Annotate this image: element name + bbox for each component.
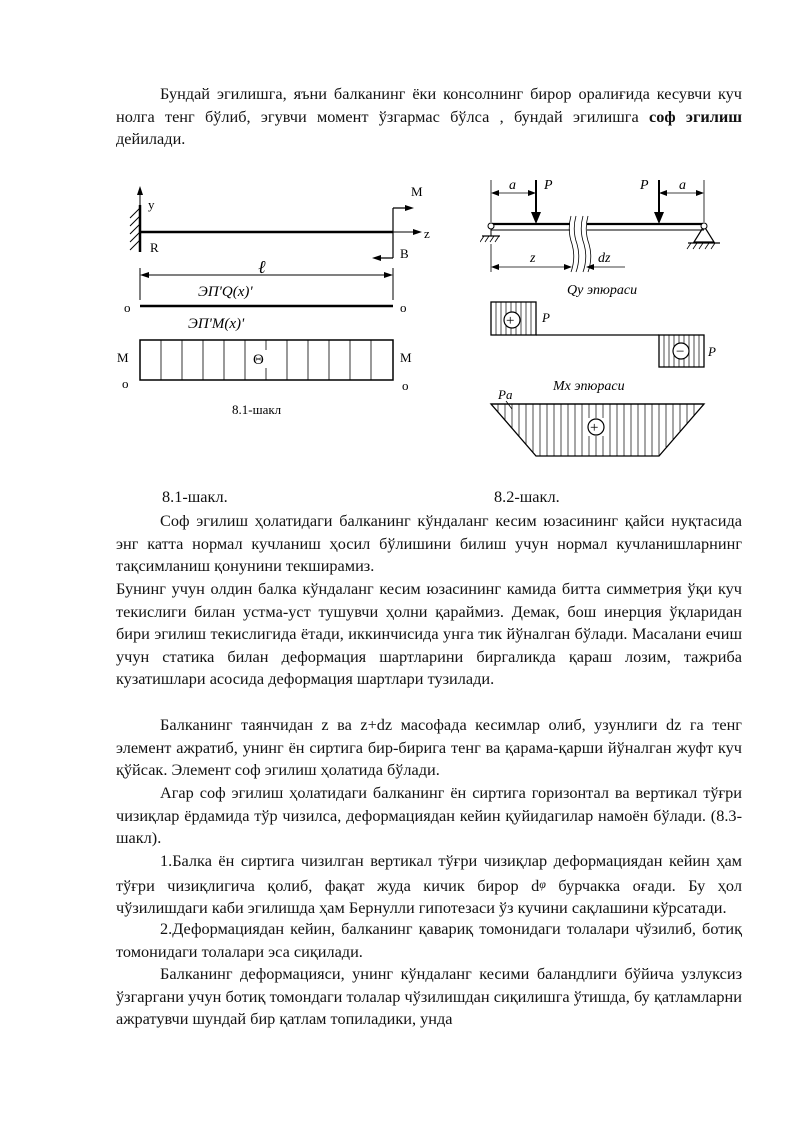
paragraph-text: дейилади.	[116, 129, 186, 149]
fig2-label-a-left: a	[509, 178, 516, 193]
paragraph-3: Бунинг учун олдин балка кўндаланг кесим юзасининг камида битта симметрия ўқи куч текислиги билан устма-уст тушувчи ҳолни қараймиз. Демак, бош инерция ўқларидан бири эгилиш текислигида ётади, иккинчисида унга тик йўналган бўлади. Масалани ечиш учун статика билан деформация шартларини биргаликда қараш лозим, тажриба кузатишлари асосида деформация шартлари тузилади.	[116, 579, 742, 689]
paragraph-text: Бундай эгилишга, яъни балканинг ёки консолнинг бирор оралиғида кесувчи куч нолга тенг бўлиб, эгувчи момент ўзгармас бўлса , бундай эгилишга	[116, 84, 742, 126]
fig1-label-o-left: o	[124, 300, 131, 315]
fig2-minus-Q: −	[676, 344, 685, 360]
paragraph-7: 2.Деформациядан кейин, балканинг қавариқ томонидаги толалари чўзилиб, ботиқ томонидаги толалари эса сиқилади.	[116, 919, 742, 961]
fig2-plus-M: +	[590, 420, 599, 436]
fig2-plus-Q: +	[506, 313, 515, 329]
fig1-label-z: z	[424, 226, 430, 241]
fig1-label-o-bottom-right: o	[402, 378, 409, 393]
paragraph-1	[116, 83, 742, 151]
fig1-label-M-top: M	[411, 184, 423, 199]
fig1-label-o-right: o	[400, 300, 407, 315]
fig1-label-o-bottom-left: o	[122, 376, 129, 391]
fig2-label-P-right: P	[640, 178, 649, 193]
fig1-label-M-bottom-left: M	[117, 350, 129, 365]
fig1-label-EPM: ЭП'M(x)'	[188, 316, 245, 332]
fig1-label-B: B	[400, 246, 409, 261]
bold-term: соф эгилиш	[648, 106, 742, 126]
paragraph-5: Агар соф эгилиш ҳолатидаги балканинг ён сиртига горизонтал ва вертикал тўғри чизиқлар ёрдамида тўр чизилса, деформациядан кейин қуйидагилар намоён бўлади. (8.3-шакл).	[116, 783, 742, 848]
fig2-label-p-top: P	[542, 310, 550, 325]
paragraph-4: Балканинг таянчидан z ва z+dz масофада кесимлар олиб, узунлиги dz га тенг элемент ажратиб, унинг ён сиртига бир-бирига тенг ва қарама-қарши йўналган жуфт куч қўйсак. Элемент соф эгилиш ҳолатида бўлади.	[116, 715, 742, 780]
fig1-label-theta: Θ	[253, 352, 264, 368]
fig2-label-a-right: a	[679, 178, 686, 193]
phi-symbol: φ	[539, 876, 546, 891]
fig1-label-EPQ: ЭП'Q(x)'	[198, 284, 253, 300]
caption-fig-8-1: 8.1-шакл.	[162, 487, 228, 506]
fig2-label-dz: dz	[598, 251, 611, 266]
fig2-label-Qy: Qy эпюраси	[567, 283, 638, 298]
paragraph-6	[116, 850, 742, 920]
paragraph-text: бурчакка оғади. Бу ҳол чўзилишдаги каби эгилишда ҳам Бернулли гипотезаси ўз кучини сақлашини кўрсатади.	[116, 875, 742, 918]
fig1-inner-caption: 8.1-шакл	[232, 402, 282, 417]
paragraph-2: Соф эгилиш ҳолатидаги балканинг кўндаланг кесим юзасининг қайси нуқтасида энг катта нормал кучланиш ҳосил бўлишини билиш учун нормал кучланишларнинг тақсимланиш қонунини текширамиз.	[116, 511, 742, 576]
fig2-label-p-bottom: P	[708, 344, 716, 359]
fig2-label-Mx: Mx эпюраси	[553, 379, 625, 394]
fig1-label-M-bottom-right: M	[400, 350, 412, 365]
fig2-label-Pa: Pa	[498, 387, 513, 402]
fig1-label-l: ℓ	[258, 257, 266, 277]
figure-8-2	[480, 175, 742, 470]
fig2-label-P-left: P	[544, 178, 553, 193]
paragraph-text: 1.Балка ён сиртига чизилган вертикал тўғри чизиқлар деформациядан кейин ҳам тўғри чизиқлигича қолиб, фақат жуда кичик бирор d	[116, 851, 742, 895]
fig1-label-R: R	[150, 240, 159, 255]
fig2-label-z: z	[530, 251, 536, 266]
caption-fig-8-2: 8.2-шакл.	[494, 487, 560, 506]
figure-8-1	[110, 180, 455, 420]
paragraph-8: Балканинг деформацияси, унинг кўндаланг кесими баландлиги бўйича узлуксиз ўзгаргани учун ботиқ томондаги толалар чўзилишдан сиқилишга ўтишда, бу қатламларни ажратувчи шундай бир қатлам топиладики, унда	[116, 964, 742, 1029]
fig1-label-y: y	[148, 197, 155, 212]
